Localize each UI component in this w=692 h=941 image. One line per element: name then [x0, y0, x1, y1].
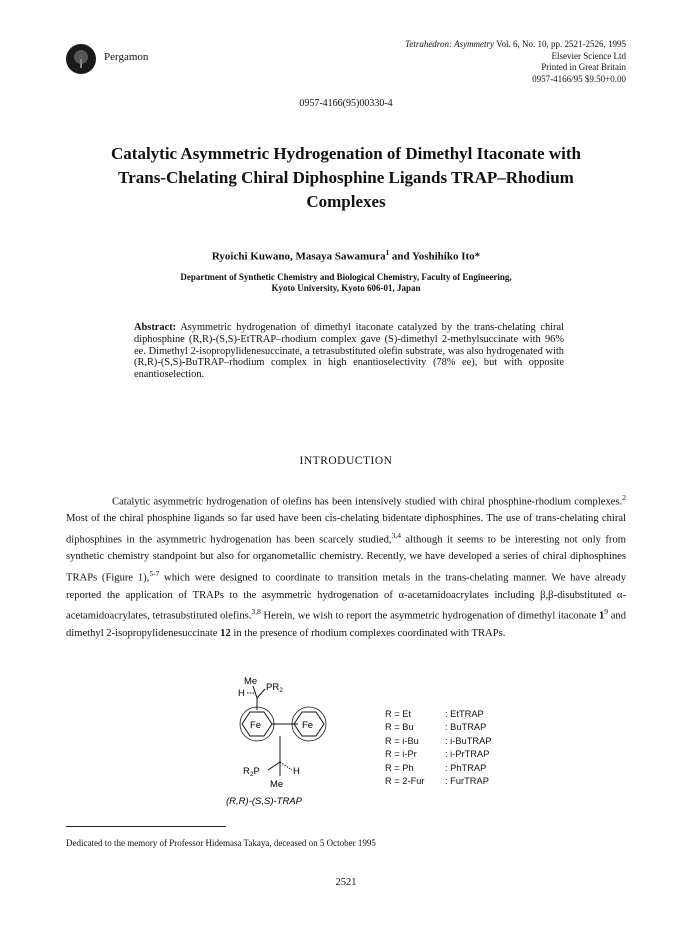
- affiliation-line: Kyoto University, Kyoto 606-01, Japan: [271, 283, 421, 293]
- journal-line: Elsevier Science Ltd: [551, 50, 626, 61]
- r-group-table: [385, 708, 492, 788]
- ligand-name: : EtTRAP: [445, 709, 484, 719]
- r-group-definition: R = i-Bu: [385, 735, 419, 746]
- r-group-row: [385, 735, 492, 748]
- journal-line: 0957-4166/95 $9.50+0.00: [532, 73, 626, 84]
- pii-code: 0957-4166(95)00330-4: [299, 98, 393, 109]
- r-group-row: [385, 762, 492, 775]
- r-group-row: [385, 708, 492, 721]
- ligand-name: : FurTRAP: [445, 776, 489, 787]
- methyl-label-bottom: Me: [270, 779, 284, 790]
- author-list: [0, 249, 692, 263]
- journal-volume: Vol. 6, No. 10, pp. 2521-2526, 1995: [496, 39, 626, 49]
- phosphine-label-top: $PR_2$: [266, 682, 283, 694]
- reference-marker: 5-7: [149, 569, 160, 579]
- r-group-definition: R = Et: [385, 709, 412, 719]
- page-number: 2521: [335, 877, 357, 888]
- reference-marker: 9: [604, 607, 608, 617]
- intro-text: Most of the chiral phosphine ligands so far used have been cis-chelating bidentate diphosphines. The use of trans-chelating chiral diphosphines in the asymmetric hydrogenation has been scarcely studied,: [66, 513, 626, 546]
- author-name: Yoshihiko Ito*: [411, 250, 481, 263]
- paper-title: Catalytic Asymmetric Hydrogenation of Dimethyl Itaconate with Trans-Chelating Chiral Diphosphine Ligands TRAP–Rhodium Complexes: [111, 144, 581, 211]
- r-group-row: [385, 775, 492, 788]
- intro-text: which were designed to coordinate to transition metals in the trans-chelating manner. We have already reported the application of TRAPs to the asymmetric hydrogenation of α-acetamidoacrylates including β,β-disubstituted α-acetamidoacrylates, tetrasubstituted olefins.: [66, 572, 626, 622]
- reference-marker: 3,4: [391, 531, 401, 541]
- author-note-marker: 1: [385, 249, 390, 257]
- ligand-name: : i-PrTRAP: [445, 749, 490, 760]
- pergamon-logo: [66, 44, 96, 74]
- author-name: Ryoichi Kuwano,: [211, 250, 293, 263]
- compound-number: 12: [220, 627, 231, 639]
- r-group-row: [385, 721, 492, 734]
- r-group-definition: R = Bu: [385, 722, 414, 733]
- r-group-definition: R = Ph: [385, 762, 414, 773]
- ligand-name: : BuTRAP: [445, 722, 487, 733]
- abstract: [134, 322, 564, 381]
- intro-text: Herein, we wish to report the asymmetric hydrogenation of dimethyl itaconate: [260, 610, 599, 622]
- figure-caption: (R,R)-(S,S)-TRAP: [226, 796, 302, 807]
- r-group-row: [385, 748, 492, 761]
- r-group-definition: R = i-Pr: [385, 749, 417, 760]
- ligand-name: : i-BuTRAP: [445, 735, 492, 746]
- introduction-paragraph: [66, 490, 626, 643]
- intro-text: although it seems to be interesting not only from synthetic chemistry standpoint but also for organometallic chemistry. Recently, we have developed a series of chiral diphosphines TRAPs (Figure 1),: [66, 534, 626, 584]
- intro-text: Catalytic asymmetric hydrogenation of olefins has been intensively studied with chiral phosphine-rhodium complexes.: [112, 496, 623, 508]
- ligand-name: : PhTRAP: [445, 762, 487, 773]
- iron-label-right: Fe: [302, 720, 314, 731]
- hydrogen-label-bottom: H: [293, 766, 300, 777]
- journal-citation: [405, 39, 626, 51]
- hydrogen-label-top: H: [238, 688, 245, 699]
- r-group-definition: R = 2-Fur: [385, 776, 425, 787]
- intro-text: in the presence of rhodium complexes coordinated with TRAPs.: [230, 627, 506, 639]
- journal-line: Printed in Great Britain: [541, 62, 626, 72]
- abstract-label: Abstract:: [134, 322, 177, 333]
- tree-emblem-icon: [66, 44, 96, 74]
- reference-marker: 2: [622, 493, 626, 502]
- methyl-label-top: Me: [244, 676, 258, 687]
- phosphine-label-bottom: $R_2P$: [243, 766, 260, 778]
- iron-label-left: Fe: [250, 720, 262, 731]
- footnote-divider: [66, 826, 226, 827]
- abstract-text: Asymmetric hydrogenation of dimethyl itaconate catalyzed by the trans-chelating chiral diphosphine (R,R)-(S,S)-EtTRAP–rhodium complex gave (S)-dimethyl 2-methylsuccinate with 96% ee. Dimethyl 2-isopropylidenesuccinate, a tetrasubstituted olefin substrate, was also hydrogenated with (R,R)-(S,S)-BuTRAP–rhodium complex in high enantioselectivity (78% ee), but with opposite enantioselection.: [134, 322, 565, 381]
- dedication-footnote: Dedicated to the memory of Professor Hidemasa Takaya, deceased on 5 October 1995: [66, 838, 376, 848]
- author-conjunction: and: [391, 250, 410, 263]
- publisher-name: Pergamon: [104, 51, 149, 63]
- affiliation: [100, 272, 592, 294]
- author-name: Masaya Sawamura: [295, 250, 386, 263]
- journal-title: Tetrahedron: Asymmetry: [405, 39, 495, 49]
- section-heading: INTRODUCTION: [299, 455, 393, 467]
- journal-info: [405, 39, 626, 85]
- affiliation-line: Department of Synthetic Chemistry and Biological Chemistry, Faculty of Engineering,: [180, 272, 512, 282]
- compound-number: 1: [598, 610, 605, 622]
- reference-marker: 3,8: [251, 607, 261, 617]
- intro-text: and dimethyl 2-isopropylidenesuccinate: [66, 610, 627, 639]
